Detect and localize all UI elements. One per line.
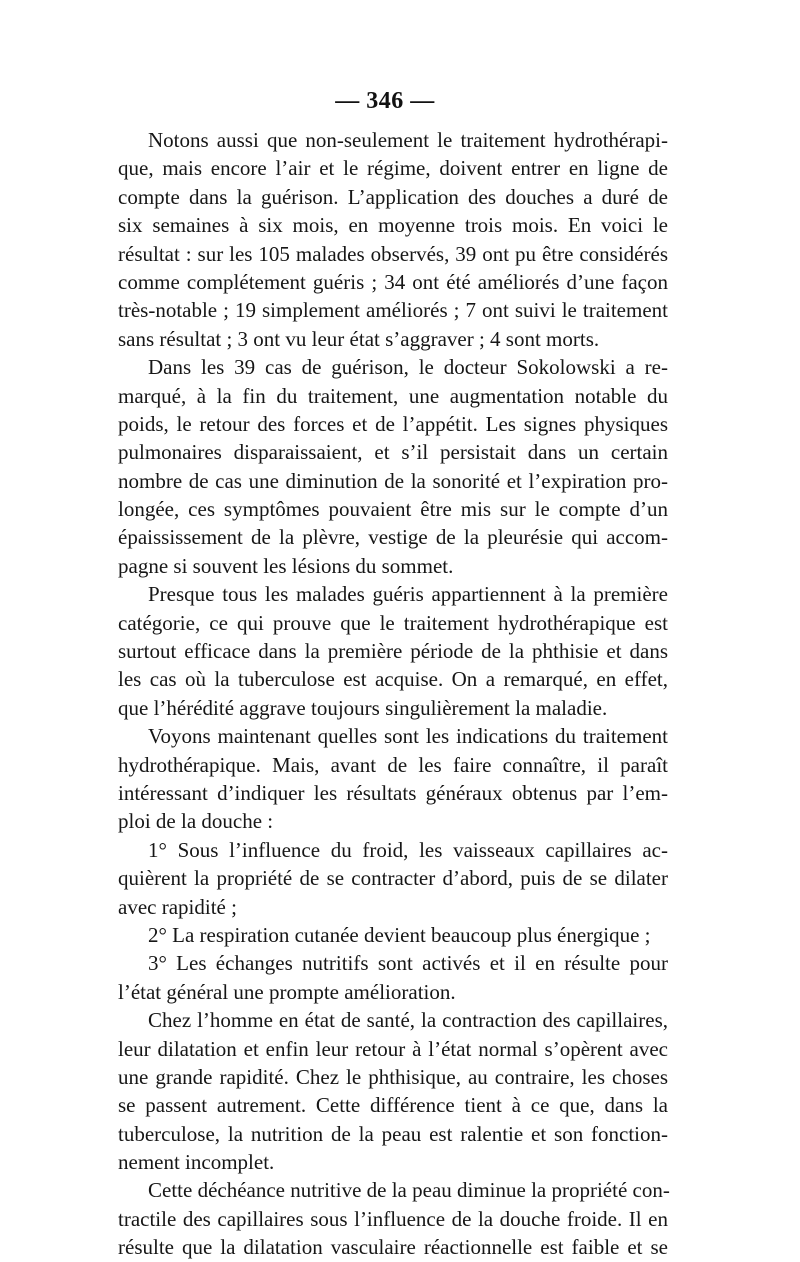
body-text xyxy=(118,126,668,1262)
text-line: tractile des capillaires sous l’influence de la douche froide. Il en xyxy=(118,1206,668,1231)
text-line: avec rapidité ; xyxy=(118,894,237,919)
text-line: résulte que la dilatation vasculaire réactionnelle est faible et se xyxy=(118,1235,668,1260)
text-line: Presque tous les malades guéris appartiennent à la première xyxy=(148,582,668,607)
text-line: Dans les 39 cas de guérison, le docteur Sokolowski a re- xyxy=(148,355,668,380)
text-line: longée, ces symptômes pouvaient être mis sur le compte d’un xyxy=(118,497,668,522)
text-line: quièrent la propriété de se contracter d’abord, puis de se dilater xyxy=(118,866,668,891)
text-line: compte dans la guérison. L’application des douches a duré de xyxy=(118,184,668,209)
text-line: résultat : sur les 105 malades observés, 39 ont pu être considérés xyxy=(118,241,668,266)
text-line: 3° Les échanges nutritifs sont activés et il en résulte pour xyxy=(148,951,668,976)
paragraph xyxy=(118,1006,668,1176)
text-line: sans résultat ; 3 ont vu leur état s’aggraver ; 4 sont morts. xyxy=(118,326,600,351)
paragraph xyxy=(118,580,668,722)
text-line: Voyons maintenant quelles sont les indications du traitement xyxy=(148,724,668,749)
text-line: pagne si souvent les lésions du sommet. xyxy=(118,553,454,578)
text-line: 2° La respiration cutanée devient beaucoup plus énergique ; xyxy=(148,922,651,947)
text-line: 1° Sous l’influence du froid, les vaisseaux capillaires ac- xyxy=(148,837,668,862)
text-line: l’état général une prompte amélioration. xyxy=(118,979,456,1004)
text-line: que l’hérédité aggrave toujours singulièrement la maladie. xyxy=(118,695,608,720)
paragraph xyxy=(118,353,668,580)
text-line: nement incomplet. xyxy=(118,1150,275,1175)
paragraph xyxy=(118,921,668,949)
paragraph xyxy=(118,1176,668,1261)
text-line: marqué, à la fin du traitement, une augmentation notable du xyxy=(118,383,668,408)
text-line: pulmonaires disparaissaient, et s’il persistait dans un certain xyxy=(118,440,668,465)
text-line: hydrothérapique. Mais, avant de les faire connaître, il paraît xyxy=(118,752,668,777)
text-line: épaississement de la plèvre, vestige de la pleurésie qui accom- xyxy=(118,525,668,550)
text-line: catégorie, ce qui prouve que le traitement hydrothérapique est xyxy=(118,610,668,635)
text-line: nombre de cas une diminution de la sonorité et l’expiration pro- xyxy=(118,468,668,493)
text-line: que, mais encore l’air et le régime, doivent entrer en ligne de xyxy=(118,156,668,181)
text-line: se passent autrement. Cette différence tient à ce que, dans la xyxy=(118,1093,668,1118)
text-line: les cas où la tuberculose est acquise. On a remarqué, en effet, xyxy=(118,667,668,692)
text-line: une grande rapidité. Chez le phthisique, au contraire, les choses xyxy=(118,1064,668,1089)
text-line: tuberculose, la nutrition de la peau est ralentie et son fonction- xyxy=(118,1121,668,1146)
text-line: Chez l’homme en état de santé, la contraction des capillaires, xyxy=(148,1008,668,1033)
text-line: très-notable ; 19 simplement améliorés ; 7 ont suivi le traitement xyxy=(118,298,668,323)
text-line: poids, le retour des forces et de l’appétit. Les signes physiques xyxy=(118,411,668,436)
text-line: Notons aussi que non-seulement le traitement hydrothérapi- xyxy=(148,128,668,152)
text-line: leur dilatation et enfin leur retour à l’état normal s’opèrent avec xyxy=(118,1036,668,1061)
paragraph xyxy=(118,836,668,921)
text-line: Cette déchéance nutritive de la peau diminue la propriété con- xyxy=(148,1178,670,1203)
text-line: surtout efficace dans la première période de la phthisie et dans xyxy=(118,639,668,664)
paragraph xyxy=(118,949,668,1006)
text-line: comme complétement guéris ; 34 ont été améliorés d’une façon xyxy=(118,269,668,294)
paragraph xyxy=(118,126,668,353)
page-number: — 346 — xyxy=(335,88,435,114)
text-line: intéressant d’indiquer les résultats généraux obtenus par l’em- xyxy=(118,780,668,805)
paragraph xyxy=(118,722,668,836)
text-line: ploi de la douche : xyxy=(118,809,274,834)
text-line: six semaines à six mois, en moyenne trois mois. En voici le xyxy=(118,213,668,238)
